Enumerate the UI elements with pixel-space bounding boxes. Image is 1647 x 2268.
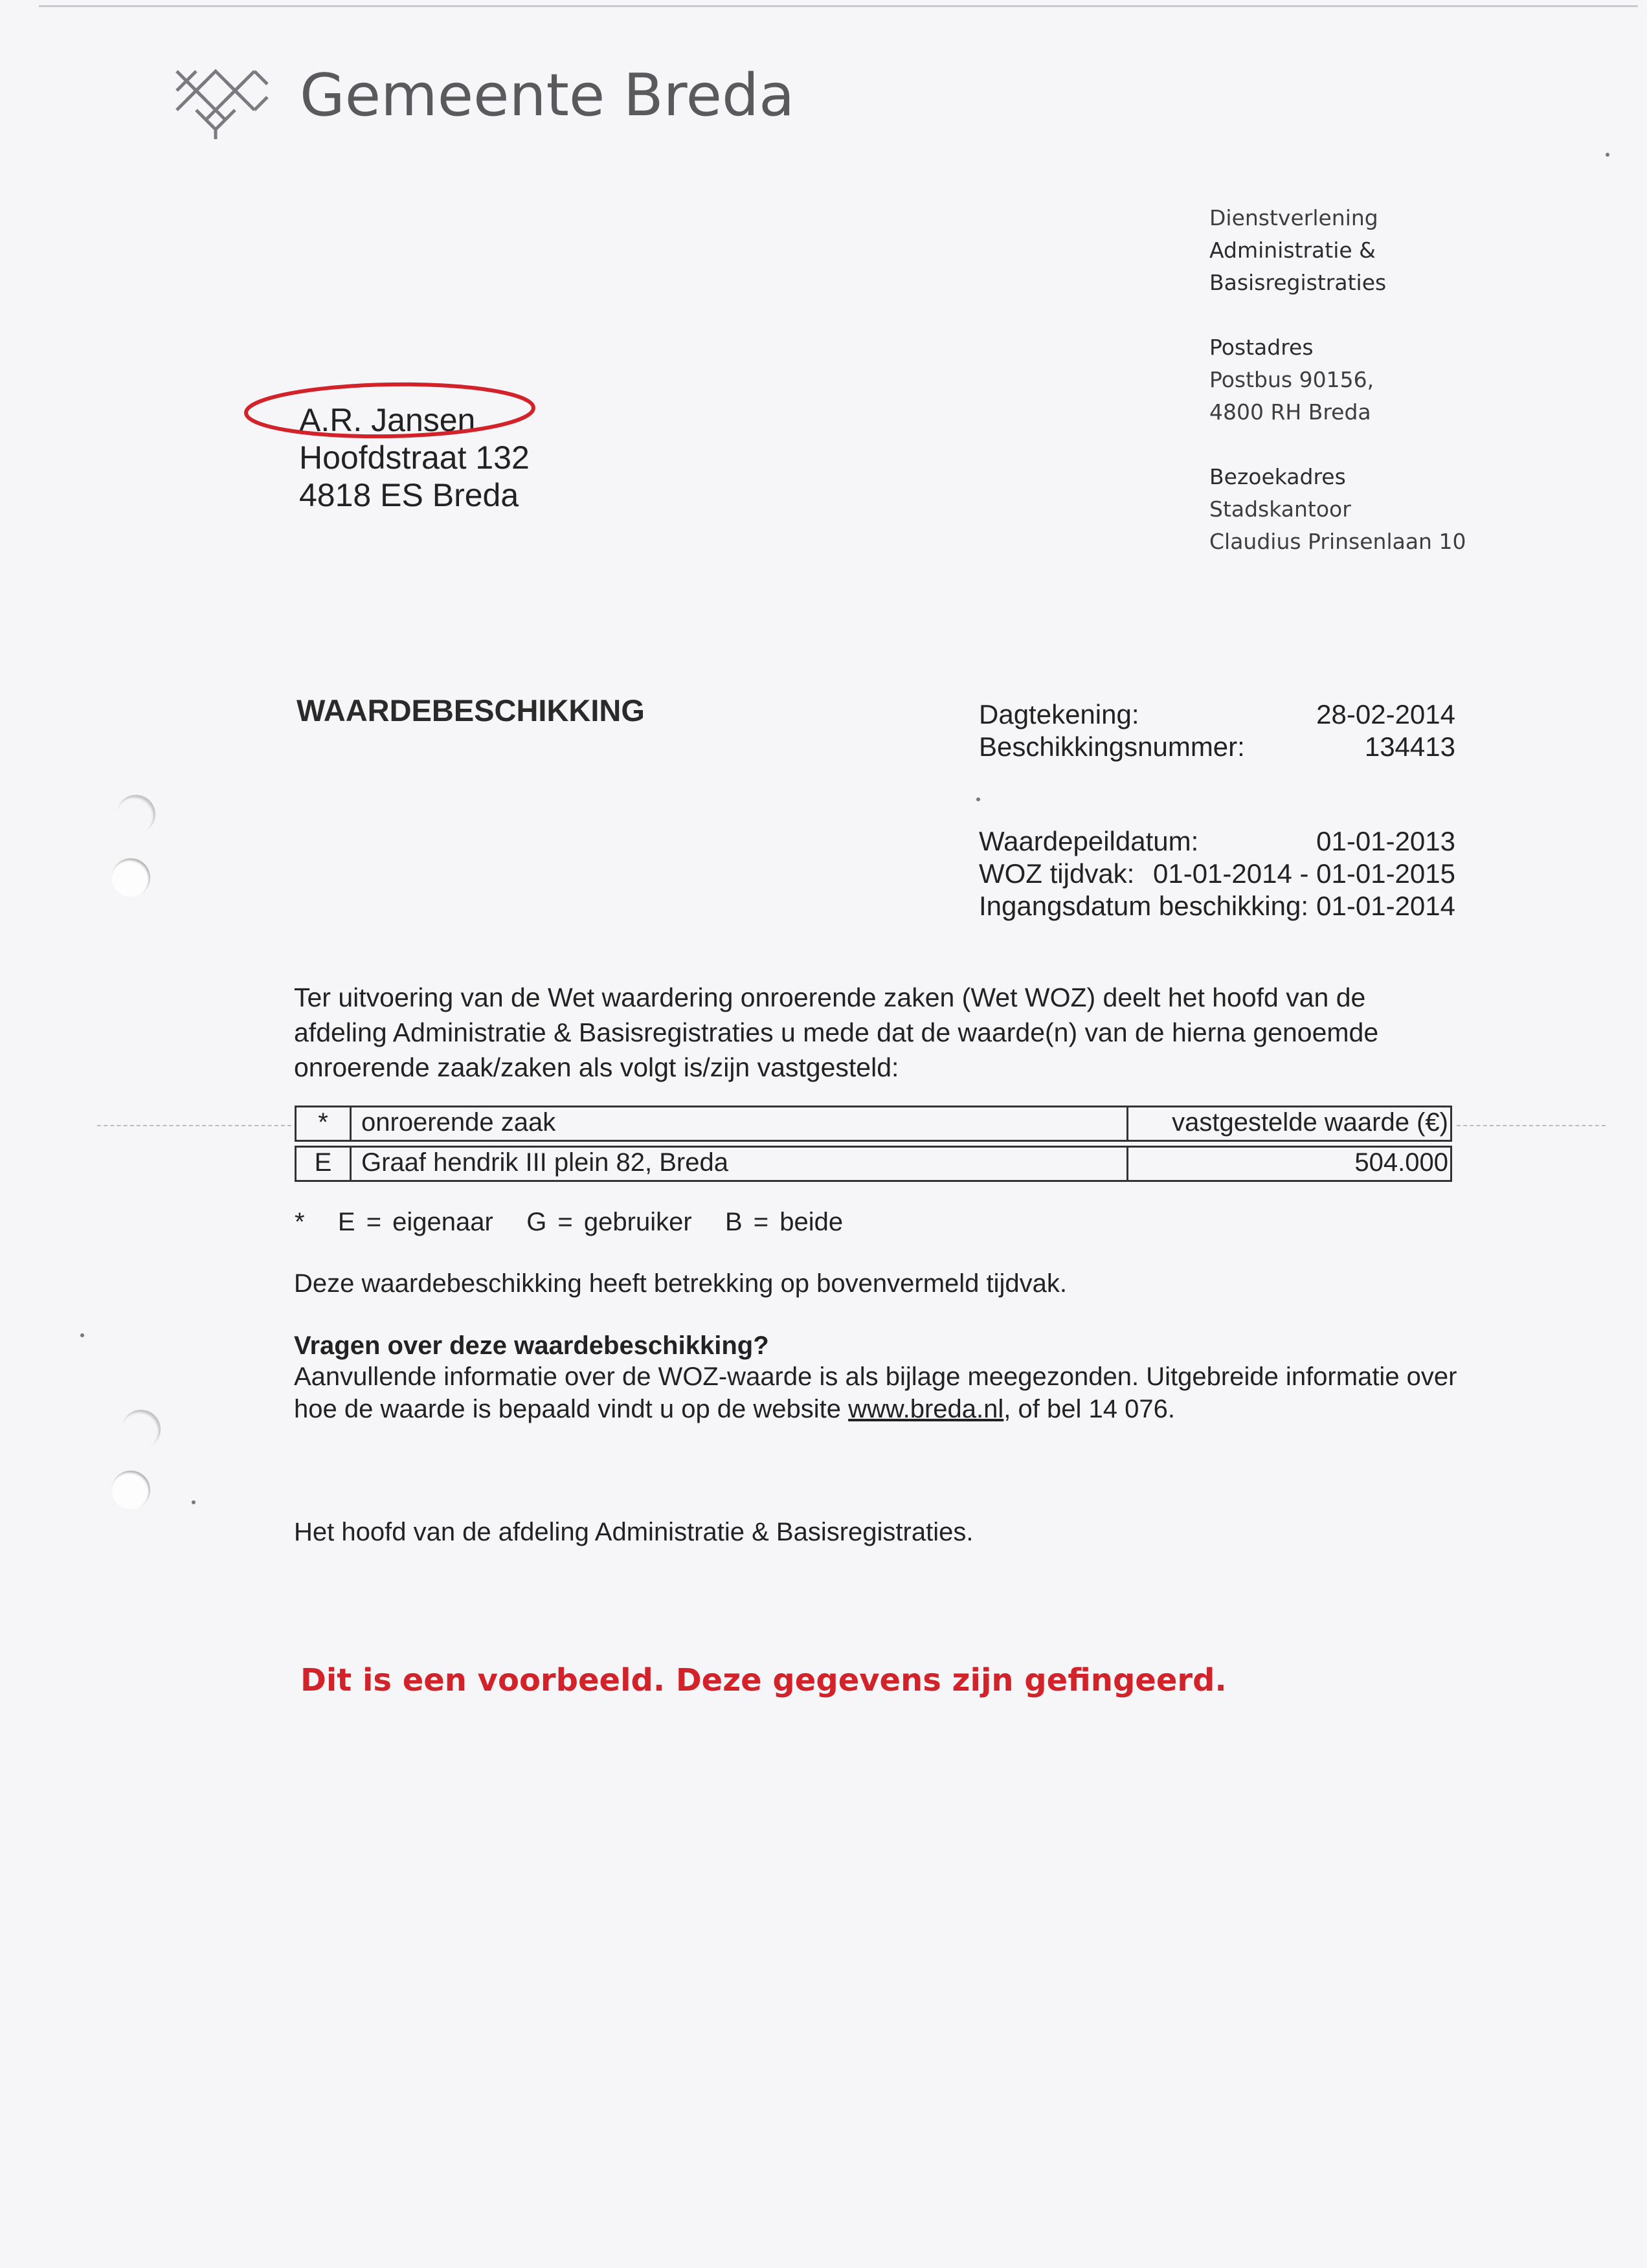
- punch-hole: [117, 795, 155, 834]
- recipient-city: 4818 ES Breda: [299, 477, 519, 513]
- brand-name: Gemeente Breda: [300, 61, 795, 129]
- meta-label: Ingangsdatum beschikking:: [979, 891, 1308, 921]
- recipient-street: Hoofdstraat 132: [299, 439, 530, 476]
- fold-mark: [97, 1125, 291, 1128]
- row-cell-type: E: [297, 1148, 352, 1180]
- signature-line: Het hoofd van de afdeling Administratie & Basisregistraties.: [294, 1518, 974, 1546]
- document-title: WAARDEBESCHIKKING: [297, 693, 645, 728]
- meta-block: [0, 826, 1647, 929]
- meta-value: 134413: [1364, 731, 1455, 762]
- meta-label: Dagtekening:: [979, 699, 1139, 729]
- visit-heading: Bezoekadres: [1209, 464, 1346, 489]
- table-header-row: [295, 1106, 1452, 1142]
- sender-block: [1209, 202, 1466, 558]
- period-note: Deze waardebeschikking heeft betrekking op bovenvermeld tijdvak.: [294, 1269, 1068, 1298]
- row-cell-property: Graaf hendrik III plein 82, Breda: [361, 1148, 728, 1177]
- meta-label: WOZ tijdvak:: [979, 858, 1135, 889]
- breda-cross-logo: [174, 65, 271, 142]
- header-cell-type: *: [297, 1107, 352, 1140]
- speck: [1606, 153, 1609, 157]
- questions-heading: Vragen over deze waardebeschikking?: [294, 1331, 769, 1360]
- postal-heading: Postadres: [1209, 335, 1314, 360]
- questions-text: Aanvullende informatie over de WOZ-waarde is als bijlage meegezonden. Uitgebreide informatie over hoe de waarde is bepaald vindt u op de website: [294, 1362, 1457, 1423]
- header-cell-property: onroerende zaak: [361, 1108, 556, 1137]
- postal-line: 4800 RH Breda: [1209, 399, 1371, 425]
- row-value-text: 504.000: [1354, 1148, 1448, 1177]
- visit-line: Stadskantoor: [1209, 496, 1351, 522]
- disclaimer: Dit is een voorbeeld. Deze gegevens zijn gefingeerd.: [300, 1662, 1227, 1698]
- speck: [192, 1500, 196, 1504]
- meta-value: 28-02-2014: [1316, 699, 1455, 729]
- recipient-name: A.R. Jansen: [299, 402, 476, 438]
- meta-block: [0, 699, 1647, 777]
- highlight-circle: [240, 378, 544, 443]
- punch-hole: [111, 1471, 150, 1509]
- table-row: [295, 1146, 1452, 1182]
- dept-line: Administratie &: [1209, 238, 1376, 263]
- header-cell-value: [1126, 1107, 1455, 1140]
- postal-line: Postbus 90156,: [1209, 367, 1374, 392]
- meta-label: Beschikkingsnummer:: [979, 731, 1245, 762]
- speck: [80, 1333, 84, 1337]
- meta-value: 01-01-2014 - 01-01-2015: [1152, 858, 1455, 889]
- header-value-text: vastgestelde waarde (€): [1172, 1108, 1448, 1137]
- value-table: [295, 1106, 1452, 1182]
- meta-value: 01-01-2013: [1316, 826, 1455, 856]
- speck: [976, 797, 980, 801]
- intro-paragraph: Ter uitvoering van de Wet waardering onroerende zaken (Wet WOZ) deelt het hoofd van de afdeling Administratie & Basisregistraties u mede dat de waarde(n) van de hierna genoemde onroerende zaak/zaken als volgt is/zijn vastgesteld:: [294, 983, 1379, 1082]
- punch-hole: [111, 858, 150, 897]
- row-cell-value: [1126, 1148, 1455, 1180]
- questions-text: , of bel 14 076.: [1003, 1395, 1175, 1423]
- legend: * E = eigenaar G = gebruiker B = beide: [295, 1208, 844, 1236]
- punch-hole: [122, 1410, 161, 1449]
- dept-line: Basisregistraties: [1209, 270, 1387, 295]
- meta-value: 01-01-2014: [1316, 891, 1455, 921]
- fold-mark: [1457, 1125, 1606, 1128]
- dept-line: Dienstverlening: [1209, 205, 1378, 230]
- questions-paragraph: [294, 1361, 1459, 1425]
- visit-line: Claudius Prinsenlaan 10: [1209, 529, 1466, 554]
- scan-edge-line: [39, 5, 1638, 7]
- meta-label: Waardepeildatum:: [979, 826, 1199, 856]
- website-link[interactable]: www.breda.nl: [848, 1395, 1004, 1423]
